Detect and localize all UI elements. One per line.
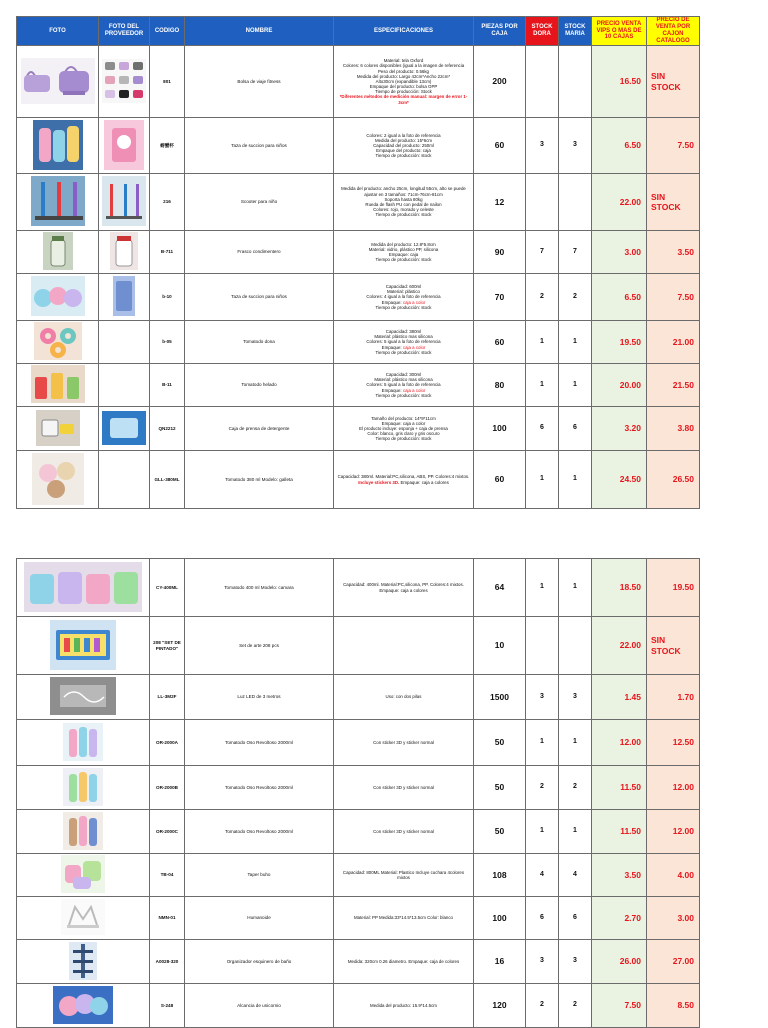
stock-dora: 1 xyxy=(526,559,559,617)
table-row xyxy=(17,810,700,854)
product-spec: Con sticker 3D y sticker normal xyxy=(334,766,474,810)
bear-bottle-b-photo-icon xyxy=(63,768,103,806)
spec-line: Capacidad: 380ml xyxy=(385,329,422,335)
table-row xyxy=(17,897,700,940)
price-vip: 11.50 xyxy=(592,810,647,854)
stock-maria: 1 xyxy=(559,720,592,766)
product-code: GLL-380ML xyxy=(150,451,185,509)
pieces-per-box: 200 xyxy=(474,46,526,118)
table-row xyxy=(17,321,700,364)
price-vip: 3.20 xyxy=(592,407,647,451)
price-cajon: 21.00 xyxy=(647,321,700,364)
bear-bottle-c-photo-icon xyxy=(63,812,103,850)
product-photo xyxy=(17,231,99,274)
table-row xyxy=(17,720,700,766)
pieces-per-box: 120 xyxy=(474,984,526,1028)
price-cajon: 3.50 xyxy=(647,231,700,274)
bear-bottle-a-photo-icon xyxy=(63,723,103,761)
price-vip: 7.50 xyxy=(592,984,647,1028)
price-cajon: 3.00 xyxy=(647,897,700,940)
spec-line: Peso del producto: 0.56kg xyxy=(377,68,429,74)
stock-dora: 1 xyxy=(526,321,559,364)
stock-dora: 2 xyxy=(526,984,559,1028)
spec-line: Alto30cm (expandible 13cm) xyxy=(375,78,432,84)
header-precio-vip: PRECIO VENTA VIPS O MAS DE 10 CAJAS xyxy=(592,17,647,46)
spec-line: Material: vidrio, plástico PP, silicona xyxy=(368,246,439,252)
price-vip: 6.50 xyxy=(592,274,647,321)
table-row xyxy=(17,559,700,617)
product-code: LL-3M2F xyxy=(150,675,185,720)
kids-cup-photo-icon xyxy=(33,120,83,170)
spec-packaging: caja a color xyxy=(402,344,426,350)
price-cajon: 27.00 xyxy=(647,940,700,984)
product-photo xyxy=(17,720,150,766)
product-photo xyxy=(17,364,99,407)
unicorn-piggybank-photo-icon xyxy=(53,986,113,1024)
stock-dora: 6 xyxy=(526,897,559,940)
product-spec: Capacidad: 800ML Material: Plastico Incluye cuchara 4colores mixtos xyxy=(334,854,474,897)
product-code: b-10 xyxy=(150,274,185,321)
pieces-per-box: 60 xyxy=(474,451,526,509)
spec-line: Medida del producto: 15*6cm xyxy=(374,137,433,143)
price-cajon: SIN STOCK xyxy=(647,617,700,675)
product-spec xyxy=(334,364,474,407)
price-vip: 26.00 xyxy=(592,940,647,984)
spec-line: Colores: 6 colores disponibles (igual a la imagen de referencia xyxy=(342,63,465,69)
header-foto-proveedor: FOTO DEL PROVEEDOR xyxy=(99,17,150,46)
header-foto: FOTO xyxy=(17,17,99,46)
product-name: Bolsa de viaje fitness xyxy=(185,46,334,118)
stock-dora: 1 xyxy=(526,810,559,854)
header-stock-maria: STOCK MARIA xyxy=(559,17,592,46)
stock-maria: 2 xyxy=(559,274,592,321)
price-cajon: 4.00 xyxy=(647,854,700,897)
scooter-supplier-photo-icon xyxy=(102,176,146,226)
jar-photo-icon xyxy=(43,232,73,270)
stock-dora: 1 xyxy=(526,720,559,766)
cookie-bottle-photo-icon xyxy=(32,453,84,505)
suction-cup-photo-icon xyxy=(31,276,85,316)
product-name: Taper buho xyxy=(185,854,334,897)
price-cajon: 12.50 xyxy=(647,720,700,766)
product-name: Alcancia de unicornio xyxy=(185,984,334,1028)
spec-line: Empaque del producto: caja xyxy=(376,148,431,154)
pieces-per-box: 80 xyxy=(474,364,526,407)
product-spec xyxy=(334,617,474,675)
table-row xyxy=(17,984,700,1028)
spec-line: Empaque: caja xyxy=(388,252,419,257)
product-table-1 xyxy=(16,16,700,509)
price-vip: 2.70 xyxy=(592,897,647,940)
spec-line: Tiempo de producción: stock xyxy=(375,212,432,218)
pieces-per-box: 16 xyxy=(474,940,526,984)
product-spec xyxy=(334,46,474,118)
price-vip: 19.50 xyxy=(592,321,647,364)
spec-line: Material: plástico xyxy=(387,289,420,295)
stock-dora xyxy=(526,46,559,118)
stock-maria: 7 xyxy=(559,231,592,274)
product-code: A0028-320 xyxy=(150,940,185,984)
price-cajon: 8.50 xyxy=(647,984,700,1028)
price-vip: 22.00 xyxy=(592,174,647,231)
table-row xyxy=(17,766,700,810)
spec-line: Tiempo de producción: stock xyxy=(375,436,432,442)
product-photo xyxy=(17,854,150,897)
suction-cup-box-photo-icon xyxy=(113,276,135,316)
product-spec: Con sticker 3D y sticker normal xyxy=(334,720,474,766)
stock-dora: 7 xyxy=(526,231,559,274)
product-photo xyxy=(17,174,99,231)
pieces-per-box: 50 xyxy=(474,720,526,766)
product-photo xyxy=(17,617,150,675)
price-vip: 18.50 xyxy=(592,559,647,617)
table-row xyxy=(17,274,700,321)
product-name: Tomatodo Oso Revoltoso 2000ml xyxy=(185,720,334,766)
stock-dora: 2 xyxy=(526,766,559,810)
product-code: 216 xyxy=(150,174,185,231)
product-code: S-248 xyxy=(150,984,185,1028)
stock-dora xyxy=(526,617,559,675)
product-name: Tomatodo helado xyxy=(185,364,334,407)
product-name: Tomatodo Oso Revoltoso 2000ml xyxy=(185,810,334,854)
price-vip: 3.50 xyxy=(592,854,647,897)
product-photo xyxy=(17,984,150,1028)
product-photo xyxy=(17,407,99,451)
jar-supplier-photo-icon xyxy=(110,232,138,270)
supplier-photo xyxy=(99,321,150,364)
header-codigo: CODIGO xyxy=(150,17,185,46)
table-row xyxy=(17,364,700,407)
price-vip: 6.50 xyxy=(592,118,647,174)
product-code: 螃蟹杯 xyxy=(150,118,185,174)
pieces-per-box: 50 xyxy=(474,810,526,854)
spec-line: Colores: 5 igual a la foto de referencia xyxy=(366,382,441,388)
spec-line: Empaque: caja a color xyxy=(381,420,426,426)
spec-line: Capacidad: 300ml xyxy=(385,372,422,378)
product-name: Tomatodo dona xyxy=(185,321,334,364)
product-photo xyxy=(17,321,99,364)
price-vip: 12.00 xyxy=(592,720,647,766)
spec-line: Tiempo de producción: stock xyxy=(375,153,432,159)
spec-highlight: Incluye stickers 3D. xyxy=(358,479,400,485)
stock-maria: 2 xyxy=(559,766,592,810)
price-cajon: 12.00 xyxy=(647,810,700,854)
stock-dora: 1 xyxy=(526,364,559,407)
price-cajon: 12.00 xyxy=(647,766,700,810)
product-code: B-11 xyxy=(150,364,185,407)
product-spec xyxy=(334,174,474,231)
spec-line: Capacidad del producto: 250ml xyxy=(373,142,434,148)
product-code: 208 "SET DE PINTADO" xyxy=(150,617,185,675)
spec-line: Colores: 5 igual a la foto de referencia xyxy=(366,339,441,345)
product-code: NMN-01 xyxy=(150,897,185,940)
stock-maria: 1 xyxy=(559,321,592,364)
spec-warning: *Diferentes métodos de medición manual: margen de error 1-3cm* xyxy=(339,94,468,105)
price-vip: 3.00 xyxy=(592,231,647,274)
art-set-photo-icon xyxy=(50,620,116,670)
table-row xyxy=(17,46,700,118)
pieces-per-box: 50 xyxy=(474,766,526,810)
product-spec xyxy=(334,451,474,509)
supplier-photo xyxy=(99,451,150,509)
spec-line: El producto incluye: esponja + caja de prensa xyxy=(359,425,448,431)
stock-maria xyxy=(559,46,592,118)
spec-line: Medida del producto: 12.8*5.8cm xyxy=(371,241,436,247)
product-photo xyxy=(17,46,99,118)
spec-line: Material: tela Oxford xyxy=(383,58,424,64)
pieces-per-box: 60 xyxy=(474,321,526,364)
product-name: Luz LED de 3 metros xyxy=(185,675,334,720)
product-code: OR-2000A xyxy=(150,720,185,766)
supplier-photo xyxy=(99,46,150,118)
product-spec: Material: PP Medida:33*14.5*13.5cm Color: blanco xyxy=(334,897,474,940)
product-table-2 xyxy=(16,558,700,1028)
spec-line: Medida del producto: ancho 25cm, longitud 55cm, alto se puede ajustar en 3 tamaños: 71cm-76cm-81cm xyxy=(341,186,466,197)
stock-maria: 3 xyxy=(559,940,592,984)
product-photo xyxy=(17,675,150,720)
spec-line: Capacidad: 600ml xyxy=(385,284,422,290)
header-especificaciones: ESPECIFICACIONES xyxy=(334,17,474,46)
detergent-box-supplier-photo-icon xyxy=(102,411,146,445)
detergent-box-photo-icon xyxy=(36,410,80,446)
pieces-per-box: 1500 xyxy=(474,675,526,720)
price-vip: 22.00 xyxy=(592,617,647,675)
spec-line: Color: blanco, gris claro y gris oscuro xyxy=(367,431,440,437)
stock-maria: 1 xyxy=(559,810,592,854)
stock-dora: 3 xyxy=(526,940,559,984)
spec-line: Tamaño del producto: 14*9*11cm xyxy=(371,415,436,421)
spec-line: Material: plástico mas silicona xyxy=(374,377,433,383)
spec-line: Tiempo de producción: stock xyxy=(375,304,432,310)
price-cajon: 1.70 xyxy=(647,675,700,720)
pieces-per-box: 100 xyxy=(474,407,526,451)
led-light-photo-icon xyxy=(50,677,116,715)
price-cajon: 26.50 xyxy=(647,451,700,509)
stock-maria: 1 xyxy=(559,559,592,617)
product-name: Frasco condimentero xyxy=(185,231,334,274)
stock-maria: 2 xyxy=(559,984,592,1028)
bag-photo-icon xyxy=(21,58,95,104)
header-nombre: NOMBRE xyxy=(185,17,334,46)
spec-line: Material: plástico mas silicona xyxy=(374,334,433,340)
stock-maria xyxy=(559,617,592,675)
product-spec: Uso: con dos pilas xyxy=(334,675,474,720)
product-code: QN2212 xyxy=(150,407,185,451)
supplier-photo xyxy=(99,118,150,174)
price-cajon: 7.50 xyxy=(647,274,700,321)
product-photo xyxy=(17,451,99,509)
product-photo xyxy=(17,766,150,810)
spec-line: Empaque: caja a color xyxy=(381,299,426,305)
spec-line: Tiempo de producción: Stock xyxy=(375,89,432,95)
spec-line: Tiempo de producción: stock xyxy=(375,257,432,263)
product-spec xyxy=(334,274,474,321)
spec-line: Empaque: caja a color xyxy=(381,344,426,350)
spec-line: Colores: 2 igual a la foto de referencia xyxy=(366,132,441,138)
table-row xyxy=(17,174,700,231)
spec-packaging: caja a color xyxy=(402,299,426,305)
kids-cup-box-photo-icon xyxy=(104,120,144,170)
product-code: b-05 xyxy=(150,321,185,364)
product-name: Scooter para niño xyxy=(185,174,334,231)
pieces-per-box: 64 xyxy=(474,559,526,617)
stock-maria xyxy=(559,174,592,231)
header-row xyxy=(17,17,700,46)
stock-maria: 6 xyxy=(559,897,592,940)
price-cajon: SIN STOCK xyxy=(647,46,700,118)
scooter-photo-icon xyxy=(31,176,85,226)
product-spec xyxy=(334,321,474,364)
header-stock-dora: STOCK DORA xyxy=(526,17,559,46)
product-code: CY-400ML xyxy=(150,559,185,617)
spec-line: Tiempo de producción: stock xyxy=(375,392,432,398)
table-row xyxy=(17,118,700,174)
spec-packaging: caja a color xyxy=(402,387,426,393)
pieces-per-box: 12 xyxy=(474,174,526,231)
table-row xyxy=(17,407,700,451)
stock-maria: 3 xyxy=(559,118,592,174)
owl-tupper-photo-icon xyxy=(61,855,105,893)
product-code: OR-2000B xyxy=(150,766,185,810)
product-code: TB-04 xyxy=(150,854,185,897)
product-spec: Medida: 320cm 0.26 diametro. Empaque: caja de colores xyxy=(334,940,474,984)
table-row xyxy=(17,854,700,897)
humanoid-hanger-photo-icon xyxy=(61,899,105,935)
product-spec: Capacidad: 400ml. Material:PC,silicona, PP. Colores:4 mixtos. Empaque: caja a colores xyxy=(334,559,474,617)
product-photo xyxy=(17,810,150,854)
spec-line: Colores: rojo, morado y celeste xyxy=(373,207,434,213)
product-code: OR-2000C xyxy=(150,810,185,854)
header-piezas: PIEZAS POR CAJA xyxy=(474,17,526,46)
supplier-photo xyxy=(99,364,150,407)
product-spec: Con sticker 3D y sticker normal xyxy=(334,810,474,854)
table-row xyxy=(17,940,700,984)
stock-maria: 1 xyxy=(559,364,592,407)
supplier-photo xyxy=(99,274,150,321)
supplier-photo xyxy=(99,407,150,451)
bathroom-organizer-photo-icon xyxy=(69,942,97,980)
icecream-bottle-photo-icon xyxy=(31,365,85,403)
product-name: Tomatodo 380 ml Modelo: galleta xyxy=(185,451,334,509)
stock-dora: 6 xyxy=(526,407,559,451)
price-vip: 1.45 xyxy=(592,675,647,720)
product-photo xyxy=(17,897,150,940)
stock-maria: 1 xyxy=(559,451,592,509)
spec-line: Empaque: caja a color xyxy=(381,387,426,393)
spec-line: Tiempo de producción: stock xyxy=(375,349,432,355)
price-vip: 16.50 xyxy=(592,46,647,118)
product-name: Humanoide xyxy=(185,897,334,940)
stock-dora: 1 xyxy=(526,451,559,509)
product-name: Set de arte 208 pcs xyxy=(185,617,334,675)
product-spec xyxy=(334,118,474,174)
pieces-per-box: 10 xyxy=(474,617,526,675)
product-photo xyxy=(17,118,99,174)
product-photo xyxy=(17,274,99,321)
stock-dora: 3 xyxy=(526,675,559,720)
stock-dora: 4 xyxy=(526,854,559,897)
price-cajon: 3.80 xyxy=(647,407,700,451)
product-name: Taza de succion para niños xyxy=(185,118,334,174)
table-row xyxy=(17,675,700,720)
spec-line: Colores: 4 igual a la foto de referencia xyxy=(366,294,441,300)
price-cajon: 21.50 xyxy=(647,364,700,407)
table-row xyxy=(17,451,700,509)
camera-bottle-photo-icon xyxy=(24,562,142,612)
spec-text: Empaque: caja a colores xyxy=(400,479,449,485)
stock-dora: 2 xyxy=(526,274,559,321)
product-name: Organizador esquinero de baño xyxy=(185,940,334,984)
price-vip: 24.50 xyxy=(592,451,647,509)
table-row xyxy=(17,617,700,675)
product-name: Tomatodo 400 ml Modelo: camara xyxy=(185,559,334,617)
stock-maria: 4 xyxy=(559,854,592,897)
price-vip: 20.00 xyxy=(592,364,647,407)
donut-bottle-photo-icon xyxy=(34,322,82,360)
product-code: B-711 xyxy=(150,231,185,274)
price-cajon: 19.50 xyxy=(647,559,700,617)
product-spec xyxy=(334,407,474,451)
pieces-per-box: 100 xyxy=(474,897,526,940)
product-photo xyxy=(17,940,150,984)
spec-line: Rueda de flash PU con pedal de nailon xyxy=(365,202,442,207)
spec-line: Soporta hasta 80kg xyxy=(384,196,423,202)
product-name: Caja de prensa de detergente xyxy=(185,407,334,451)
stock-dora: 3 xyxy=(526,118,559,174)
stock-dora xyxy=(526,174,559,231)
spec-text: Capacidad: 380ml. Material:PC,silicona, ABS, PP. Colores:4 mixtos. xyxy=(337,474,470,480)
pieces-per-box: 60 xyxy=(474,118,526,174)
product-photo xyxy=(17,559,150,617)
product-name: Taza de succion para niños xyxy=(185,274,334,321)
stock-maria: 6 xyxy=(559,407,592,451)
product-spec xyxy=(334,231,474,274)
product-name: Tomatodo Oso Revoltoso 2000ml xyxy=(185,766,334,810)
product-spec: Medida del producto: 15.9*14.5cm xyxy=(334,984,474,1028)
supplier-photo xyxy=(99,231,150,274)
price-cajon: 7.50 xyxy=(647,118,700,174)
product-code: 801 xyxy=(150,46,185,118)
stock-maria: 3 xyxy=(559,675,592,720)
supplier-photo xyxy=(99,174,150,231)
spec-line: Empaque del producto: bolsa OPP xyxy=(369,84,438,90)
price-vip: 11.50 xyxy=(592,766,647,810)
spec-line: Medida del producto: Largo 42cm*Ancho 22cm* xyxy=(356,73,451,79)
price-cajon: SIN STOCK xyxy=(647,174,700,231)
pieces-per-box: 70 xyxy=(474,274,526,321)
header-precio-cajon: PRECIO DE VENTA POR CAJON CATALOGO xyxy=(647,17,700,46)
bag-colors-photo-icon xyxy=(102,59,146,103)
pieces-per-box: 90 xyxy=(474,231,526,274)
pieces-per-box: 108 xyxy=(474,854,526,897)
table-row xyxy=(17,231,700,274)
